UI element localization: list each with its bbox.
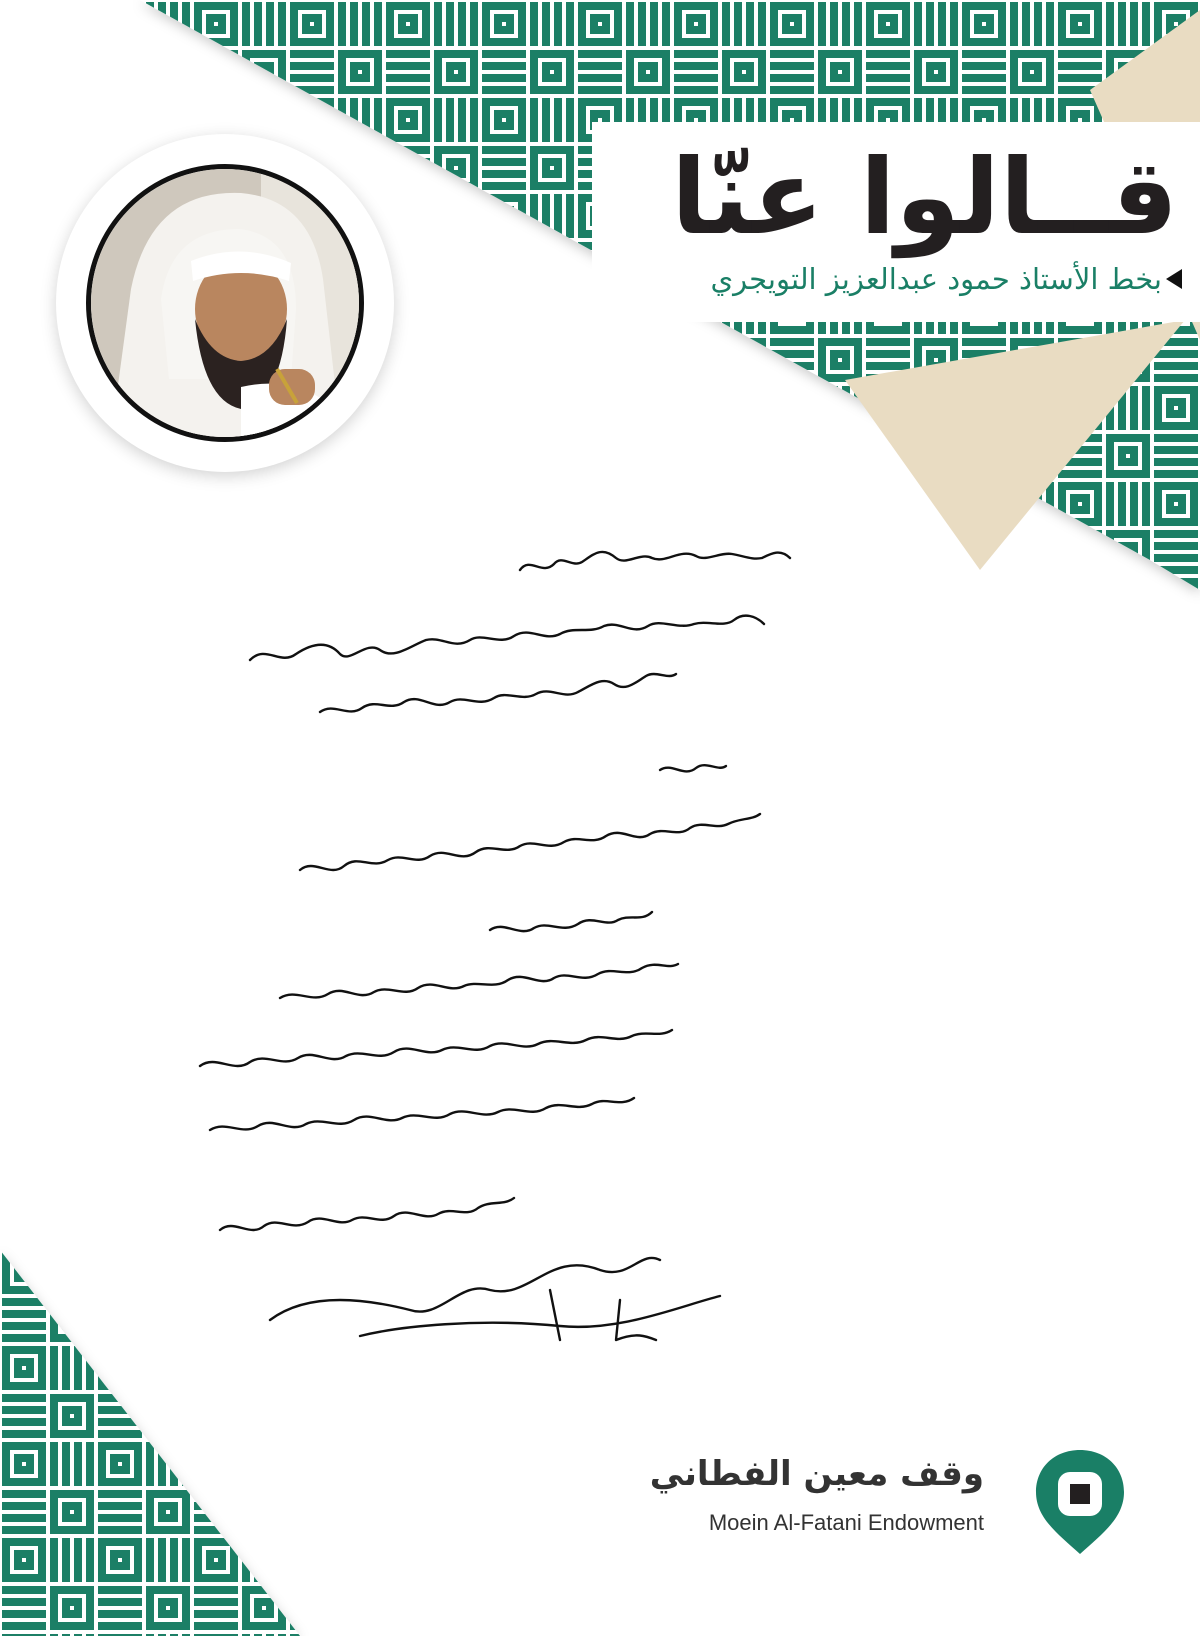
signature-name — [220, 1198, 514, 1230]
page-title: قــالوا عنّا — [671, 136, 1178, 258]
letter-line-4 — [660, 765, 726, 771]
letter-line-8 — [200, 1030, 672, 1066]
location-pin-logo-icon — [1032, 1446, 1128, 1558]
signature-flourish — [270, 1258, 720, 1340]
letter-line-2 — [250, 616, 764, 660]
brand-name-arabic: وقف معين الفطاني — [649, 1454, 984, 1494]
basmala-line — [520, 552, 790, 570]
letter-line-9 — [210, 1098, 634, 1130]
letter-line-3 — [320, 674, 676, 712]
subtitle: بخط الأستاذ حمود عبدالعزيز التويجري — [710, 262, 1162, 296]
portrait-photo — [86, 164, 364, 442]
brand-logo — [649, 1446, 1134, 1566]
portrait-frame — [56, 134, 394, 472]
handwritten-letter — [190, 530, 1030, 1400]
brand-name-english: Moein Al-Fatani Endowment — [708, 1510, 984, 1535]
letter-line-7 — [280, 964, 678, 998]
letter-line-6 — [490, 912, 652, 931]
triangle-left-icon — [1166, 269, 1182, 289]
title-panel — [592, 122, 1200, 322]
letter-line-5 — [300, 814, 760, 870]
subtitle-row — [710, 262, 1182, 296]
